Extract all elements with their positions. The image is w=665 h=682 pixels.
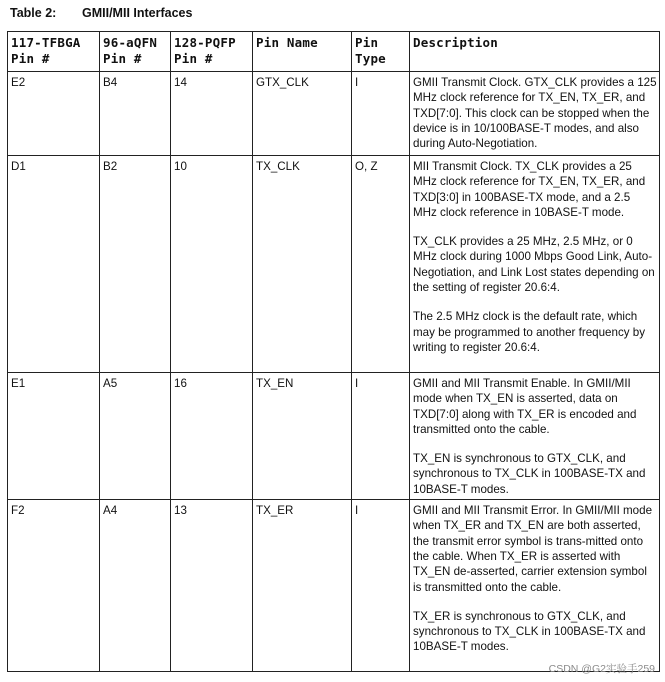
header-row xyxy=(8,32,660,72)
cell-pin-type: I xyxy=(352,72,410,156)
cell-pin-type: I xyxy=(352,373,410,500)
cell-pin-type: O, Z xyxy=(352,156,410,373)
header-117-tfbga: 117-TFBGA Pin # xyxy=(8,32,100,72)
cell-pqfp-pin: 14 xyxy=(171,72,253,156)
cell-pqfp-pin: 13 xyxy=(171,500,253,672)
table-row xyxy=(8,72,660,156)
cell-aqfn-pin: B2 xyxy=(100,156,171,373)
table-caption xyxy=(10,6,192,20)
table-number: Table 2: xyxy=(10,6,57,20)
cell-description xyxy=(410,156,660,373)
table-title: GMII/MII Interfaces xyxy=(82,6,193,20)
cell-aqfn-pin: B4 xyxy=(100,72,171,156)
cell-aqfn-pin: A5 xyxy=(100,373,171,500)
cell-description xyxy=(410,500,660,672)
header-description: Description xyxy=(410,32,660,72)
header-128-pqfp: 128-PQFP Pin # xyxy=(171,32,253,72)
description-paragraph: GMII and MII Transmit Error. In GMII/MII mode when TX_ER and TX_EN are both asserted, the transmit error symbol is trans-mitted onto the cable. When TX_ER is asserted with TX_EN de-asserted, carrier extension symbol is transmitted onto the cable. xyxy=(413,504,653,594)
cell-pin-name: TX_EN xyxy=(253,373,352,500)
cell-pqfp-pin: 10 xyxy=(171,156,253,373)
description-paragraph: TX_EN is synchronous to GTX_CLK, and synchronous to TX_CLK in 100BASE-TX and 10BASE-T modes. xyxy=(413,452,646,496)
cell-pin-name: TX_ER xyxy=(253,500,352,672)
cell-pin-name: TX_CLK xyxy=(253,156,352,373)
cell-aqfn-pin: A4 xyxy=(100,500,171,672)
description-paragraph: TX_ER is synchronous to GTX_CLK, and synchronous to TX_CLK in 100BASE-TX and 10BASE-T modes. xyxy=(413,609,646,654)
cell-tfbga-pin: D1 xyxy=(8,156,100,373)
description-paragraph: MII Transmit Clock. TX_CLK provides a 25 MHz clock reference for TX_EN, TX_ER, and TXD[3:0] in 100BASE-TX mode, and a 2.5 MHz clock reference in 10BASE-T mode. xyxy=(413,160,646,219)
table-row xyxy=(8,373,660,500)
header-pin-type: Pin Type xyxy=(352,32,410,72)
cell-tfbga-pin: F2 xyxy=(8,500,100,672)
description-paragraph: The 2.5 MHz clock is the default rate, which may be programmed to another frequency by writing to register 20.6:4. xyxy=(413,310,645,354)
cell-description xyxy=(410,373,660,500)
gmii-mii-interfaces-table xyxy=(7,31,660,672)
description-paragraph: GMII and MII Transmit Enable. In GMII/MII mode when TX_EN is asserted, data on TXD[7:0] along with TX_ER is encoded and transmitted onto the cable. xyxy=(413,377,637,436)
cell-pin-name: GTX_CLK xyxy=(253,72,352,156)
cell-pqfp-pin: 16 xyxy=(171,373,253,500)
table-row xyxy=(8,500,660,672)
header-96-aqfn: 96-aQFN Pin # xyxy=(100,32,171,72)
watermark: CSDN @G2实验手259 xyxy=(548,663,655,675)
cell-tfbga-pin: E2 xyxy=(8,72,100,156)
cell-tfbga-pin: E1 xyxy=(8,373,100,500)
cell-description xyxy=(410,72,660,156)
description-paragraph: TX_CLK provides a 25 MHz, 2.5 MHz, or 0 MHz clock during 1000 Mbps Good Link, Auto-Negotiation, and Link Lost states depending on the setting of register 20.6:4. xyxy=(413,235,655,295)
cell-pin-type: I xyxy=(352,500,410,672)
table-row xyxy=(8,156,660,373)
header-pin-name: Pin Name xyxy=(253,32,352,72)
description-paragraph: GMII Transmit Clock. GTX_CLK provides a 125 MHz clock reference for TX_EN, TX_ER, and TXD[7:0]. This clock can be stopped when the device is in 10/100BASE-T modes, and also during Auto-Negotiation. xyxy=(413,76,657,151)
